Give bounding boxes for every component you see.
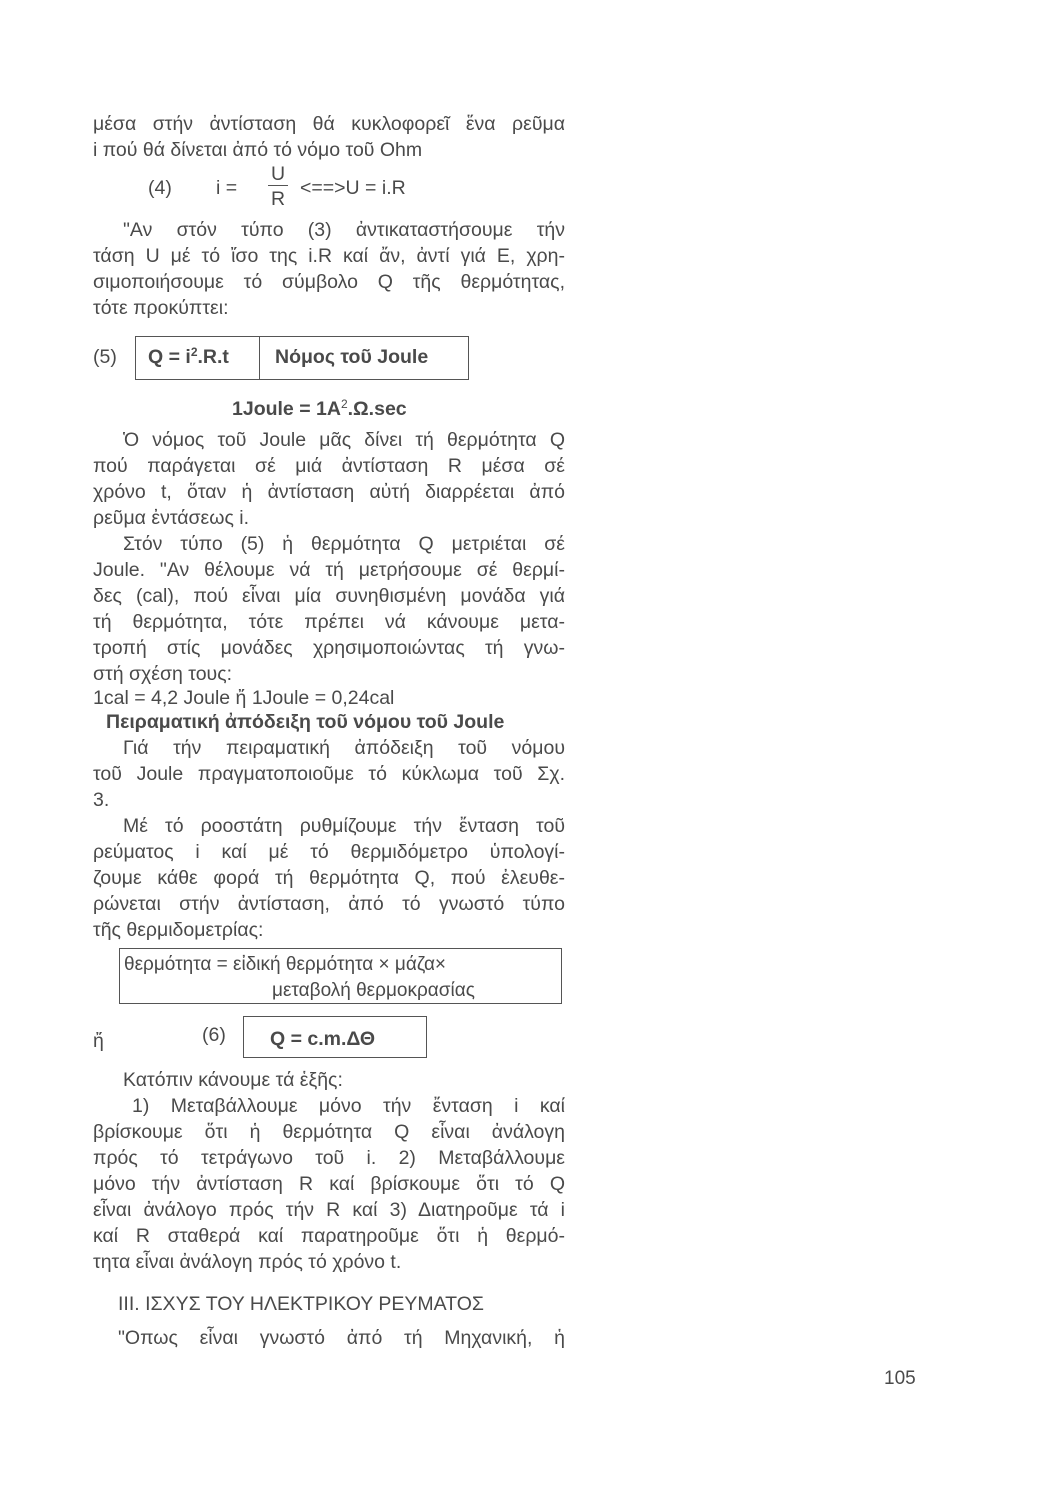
text-line: ρώνεται στήν ἀντίσταση, ἀπό τό γνωστό τύπο [93,893,565,915]
formula-5-law-name: Νόμος τοῦ Joule [275,346,429,368]
text-line: δες (cal), πού εἶναι μία συνηθισμένη μονάδα γιά [93,585,565,607]
text-line: τή θερμότητα, τότε πρέπει νά κάνουμε μετα- [93,611,565,633]
text-line: μέσα στήν ἀντίσταση θά κυκλοφορεῖ ἕνα ρεῦμα [93,113,565,135]
formula-6-label: (6) [202,1024,226,1046]
formula-4-rhs: <==>U = i.R [300,177,406,199]
text-line: 3. [93,789,110,811]
section-heading: III. ΙΣΧΥΣ ΤΟΥ ΗΛΕΚΤΡΙΚΟΥ ΡΕΥΜΑΤΟΣ [118,1293,484,1315]
text-line: τροπή στίς μονάδες χρησιμοποιώντας τή γνω- [93,637,565,659]
calorimetry-line-1: θερμότητα = εἰδική θερμότητα × μάζα× [124,954,447,975]
formula-6-prefix: ἤ [93,1030,104,1052]
text-line: χρόνο t, ὅταν ἡ ἀντίσταση αὐτή διαρρέεται ἀπό [93,481,565,503]
formula-5-label: (5) [93,346,117,368]
text-line: 1) Μεταβάλλουμε μόνο τήν ἔνταση i καί [132,1095,565,1117]
text-line: τητα εἶναι ἀνάλογη πρός τό χρόνο t. [93,1251,402,1273]
text-line: ρεύματος i καί μέ τό θερμιδόμετρο ὑπολογί- [93,841,565,863]
text-line: εἶναι ἀνάλογο πρός τήν R καί 3) Διατηροῦμε τά i [93,1199,565,1221]
formula-6-equation: Q = c.m.ΔΘ [270,1028,376,1050]
text-line: βρίσκουμε ὅτι ἡ θερμότητα Q εἶναι ἀνάλογη [93,1121,565,1143]
text-line: καί R σταθερά καί παρατηροῦμε ὅτι ἡ θερμό- [93,1225,565,1247]
text-line: Ὁ νόμος τοῦ Joule μᾶς δίνει τή θερμότητα Q [123,429,565,451]
text-line: στή σχέση τους: [93,663,233,685]
text-line: τότε προκύπτει: [93,297,229,319]
text-line: 1cal = 4,2 Joule ἤ 1Joule = 0,24cal [93,687,395,709]
text-line: "Αν στόν τύπο (3) ἀντικαταστήσουμε τήν [123,219,565,241]
text-line: πού παράγεται σέ μιά ἀντίσταση R μέσα σέ [93,455,565,477]
formula-5-divider [259,336,260,380]
text-line: μόνο τήν ἀντίσταση R καί βρίσκουμε ὅτι τό Q [93,1173,565,1195]
text-line: "Οπως εἶναι γνωστό ἀπό τή Μηχανική, ἡ [118,1327,565,1349]
text-line: ρεῦμα ἐντάσεως i. [93,507,250,529]
calorimetry-line-2: μεταβολή θερμοκρασίας [272,980,475,1001]
page-number: 105 [884,1368,916,1389]
formula-4-lhs: i = [216,177,238,199]
text-line: Γιά τήν πειραματική ἀπόδειξη τοῦ νόμου [123,737,565,759]
text-line: πρός τό τετράγωνο τοῦ i. 2) Μεταβάλλουμε [93,1147,565,1169]
text-line: Κατόπιν κάνουμε τά ἑξῆς: [123,1069,343,1091]
fraction-denominator: R [271,188,286,210]
text-line: ζουμε κάθε φορά τή θερμότητα Q, πού ἐλευθε- [93,867,565,889]
fraction-numerator: U [271,163,286,185]
fraction-bar [268,185,288,186]
section-subheading: Πειραματική ἀπόδειξη τοῦ νόμου τοῦ Joule [106,711,505,733]
formula-4-label: (4) [148,177,172,199]
text-line: τοῦ Joule πραγματοποιοῦμε τό κύκλωμα τοῦ Σχ. [93,763,565,785]
text-line: i πού θά δίνεται ἀπό τό νόμο τοῦ Ohm [93,139,423,161]
formula-5-equation: $Q = i^2.R.t$ [148,345,229,368]
text-line: τάση U μέ τό ἴσο της i.R καί ἄν, ἀντί γιά E, χρη- [93,245,565,267]
text-line: Joule. "Αν θέλουμε νά τή μετρήσουμε σέ θερμί- [93,559,565,581]
text-line: Στόν τύπο (5) ἡ θερμότητα Q μετριέται σέ [123,533,565,555]
text-line: Μέ τό ροοστάτη ρυθμίζουμε τήν ἔνταση τοῦ [123,815,565,837]
text-line: σιμοποιήσουμε τό σύμβολο Q τῆς θερμότητας, [93,271,565,293]
unit-definition: 1Joule = $1A^2.\Omega.\sec$ [232,397,407,420]
text-line: τῆς θερμιδομετρίας: [93,919,264,941]
